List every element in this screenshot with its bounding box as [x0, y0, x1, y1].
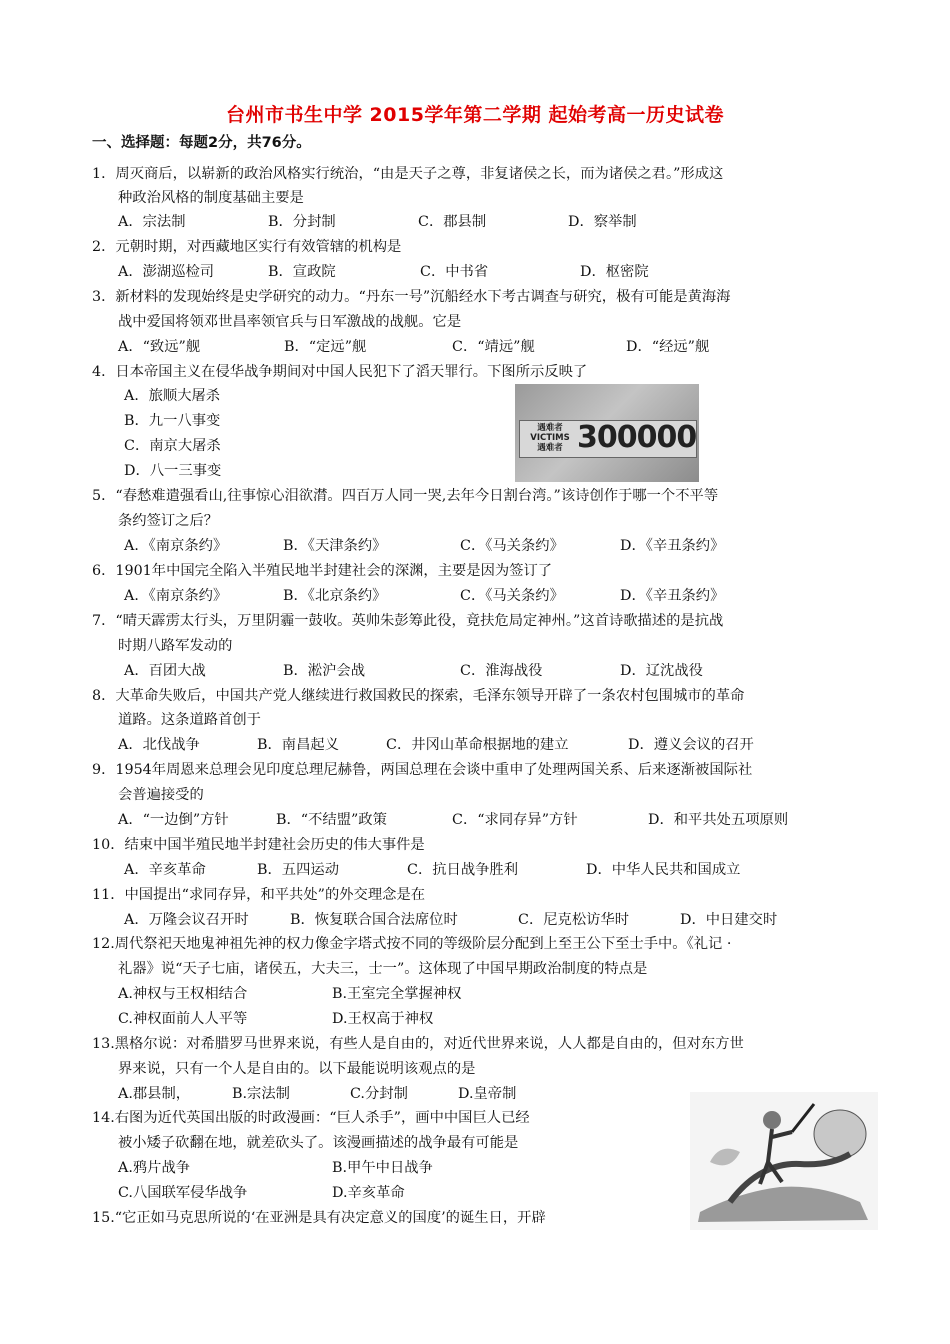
option: B．宣政院 — [268, 264, 336, 280]
option: C．井冈山革命根据地的建立 — [386, 737, 569, 753]
question-line: 道路。这条道路首创于 — [118, 712, 261, 728]
option: B．“不结盟”政策 — [276, 812, 387, 828]
option: D．中华人民共和国成立 — [586, 862, 741, 878]
option: D.辛亥革命 — [332, 1185, 405, 1201]
question-line: 10．结束中国半殖民地半封建社会历史的伟大事件是 — [92, 837, 425, 853]
question-line: 战中爱国将领邓世昌率领官兵与日军激战的战舰。它是 — [118, 314, 462, 330]
giant-killer-cartoon — [690, 1092, 878, 1230]
question-line: 被小矮子砍翻在地，就差砍头了。该漫画描述的战争最有可能是 — [118, 1135, 519, 1151]
question-line: 7．“晴天霹雳太行头，万里阴霾一鼓收。英帅朱彭筹此役，竟扶危局定神州。”这首诗歌描述的是抗战 — [92, 613, 724, 629]
option: A．《南京条约》 — [124, 588, 228, 604]
option: C．淮海战役 — [460, 663, 543, 679]
question-line: 4．日本帝国主义在侵华战争期间对中国人民犯下了滔天罪行。下图所示反映了 — [92, 364, 588, 380]
question-line: 1．周灭商后，以崭新的政治风格实行统治，“由是天子之尊，非复诸侯之长，而为诸侯之君。”形成这 — [92, 166, 724, 182]
option: D．中日建交时 — [680, 912, 778, 928]
question-line: 5．“春愁难遣强看山,往事惊心泪欲潸。四百万人同一哭,去年今日割台湾。”该诗创作于哪一个不平等 — [92, 488, 719, 504]
question-line: 3．新材料的发现始终是史学研究的动力。“丹东一号”沉船经水下考古调查与研究，极有可能是黄海海 — [92, 289, 731, 305]
option: C．郡县制 — [418, 214, 487, 230]
option: C．“靖远”舰 — [452, 339, 535, 355]
option: A．澎湖巡检司 — [118, 264, 215, 280]
option: D．察举制 — [568, 214, 637, 230]
option: B．《北京条约》 — [283, 588, 387, 604]
option: D．《辛丑条约》 — [620, 588, 725, 604]
question-line: 2．元朝时期，对西藏地区实行有效管辖的机构是 — [92, 239, 402, 255]
option: A．“一边倒”方针 — [118, 812, 229, 828]
option: B．分封制 — [268, 214, 336, 230]
option: A．宗法制 — [118, 214, 186, 230]
option: B．《天津条约》 — [283, 538, 387, 554]
question-line: 8．大革命失败后，中国共产党人继续进行救国救民的探索，毛泽东领导开辟了一条农村包围城市的革命 — [92, 688, 745, 704]
question-line: 13.黑格尔说：对希腊罗马世界来说，有些人是自由的，对近代世界来说，人人都是自由的，但对东方世 — [92, 1036, 744, 1052]
option: D．和平共处五项原则 — [648, 812, 789, 828]
option: B．五四运动 — [257, 862, 339, 878]
option: D．《辛丑条约》 — [620, 538, 725, 554]
section-heading: 一、选择题：每题2分，共76分。 — [92, 135, 311, 151]
option: D．辽沈战役 — [620, 663, 703, 679]
question-line: 12.周代祭祀天地鬼神祖先神的权力像金字塔式按不同的等级阶层分配到上至王公下至士手中。《礼记 · — [92, 936, 732, 952]
memorial-wall-photo — [515, 384, 699, 482]
option: D．“经远”舰 — [626, 339, 710, 355]
option: B．恢复联合国合法席位时 — [290, 912, 458, 928]
option: A．百团大战 — [124, 663, 206, 679]
option: A.郡县制， — [118, 1086, 191, 1102]
option: C．南京大屠杀 — [124, 438, 221, 454]
option: C．中书省 — [420, 264, 489, 280]
question-line: 14.右图为近代英国出版的时政漫画：“巨人杀手”，画中中国巨人已经 — [92, 1110, 530, 1126]
option: C．《马关条约》 — [460, 588, 564, 604]
question-line: 6．1901年中国完全陷入半殖民地半封建社会的深渊，主要是因为签订了 — [92, 563, 553, 579]
option: A.神权与王权相结合 — [118, 986, 248, 1002]
option: B．南昌起义 — [257, 737, 339, 753]
question-line: 11．中国提出“求同存异，和平共处”的外交理念是在 — [92, 887, 426, 903]
option: D.皇帝制 — [458, 1086, 517, 1102]
option: D．遵义会议的召开 — [628, 737, 754, 753]
option: A.鸦片战争 — [118, 1160, 191, 1176]
option: D.王权高于神权 — [332, 1011, 434, 1027]
option: C．“求同存异”方针 — [452, 812, 578, 828]
option: C.八国联军侵华战争 — [118, 1185, 248, 1201]
question-line: 条约签订之后？ — [118, 513, 219, 529]
option: A．北伐战争 — [118, 737, 200, 753]
option: B．淞沪会战 — [283, 663, 365, 679]
option: B．“定远”舰 — [284, 339, 367, 355]
option: D．枢密院 — [580, 264, 649, 280]
victims-label-line: VICTIMS — [530, 433, 570, 443]
question-line: 礼器》说“天子七庙，诸侯五，大夫三，士一”。这体现了中国早期政治制度的特点是 — [118, 961, 648, 977]
option: A．万隆会议召开时 — [124, 912, 249, 928]
option: A．《南京条约》 — [124, 538, 228, 554]
option: A．旅顺大屠杀 — [124, 388, 221, 404]
question-line: 15.“它正如马克思所说的‘在亚洲是具有决定意义的国度’的诞生日，开辟 — [92, 1210, 546, 1226]
option: A．“致远”舰 — [118, 339, 201, 355]
victims-number: 300000 — [577, 420, 697, 455]
option: C.神权面前人人平等 — [118, 1011, 248, 1027]
question-line: 时期八路军发动的 — [118, 638, 233, 654]
option: C．尼克松访华时 — [518, 912, 630, 928]
option: A．辛亥革命 — [124, 862, 206, 878]
option: B．九一八事变 — [124, 413, 221, 429]
small-soldier-head — [763, 1111, 781, 1129]
question-line: 界来说，只有一个人是自由的。以下最能说明该观点的是 — [118, 1061, 476, 1077]
option: C.分封制 — [350, 1086, 408, 1102]
exam-title: 台州市书生中学 2015学年第二学期 起始考高一历史试卷 — [225, 104, 725, 126]
giant-head — [814, 1110, 866, 1158]
option: C．《马关条约》 — [460, 538, 564, 554]
victims-label-line: 遇难者 — [537, 443, 563, 453]
option: B.王室完全掌握神权 — [332, 986, 462, 1002]
victims-label-line: 遇难者 — [537, 423, 563, 433]
option: D．八一三事变 — [124, 463, 222, 479]
question-line: 种政治风格的制度基础主要是 — [118, 190, 304, 206]
question-line: 9．1954年周恩来总理会见印度总理尼赫鲁，两国总理在会谈中重申了处理两国关系、后来逐渐被国际社 — [92, 762, 753, 778]
victims-label — [525, 423, 575, 453]
option: B.宗法制 — [232, 1086, 290, 1102]
option: B.甲午中日战争 — [332, 1160, 433, 1176]
question-line: 会普遍接受的 — [118, 787, 204, 803]
option: C．抗日战争胜利 — [407, 862, 519, 878]
